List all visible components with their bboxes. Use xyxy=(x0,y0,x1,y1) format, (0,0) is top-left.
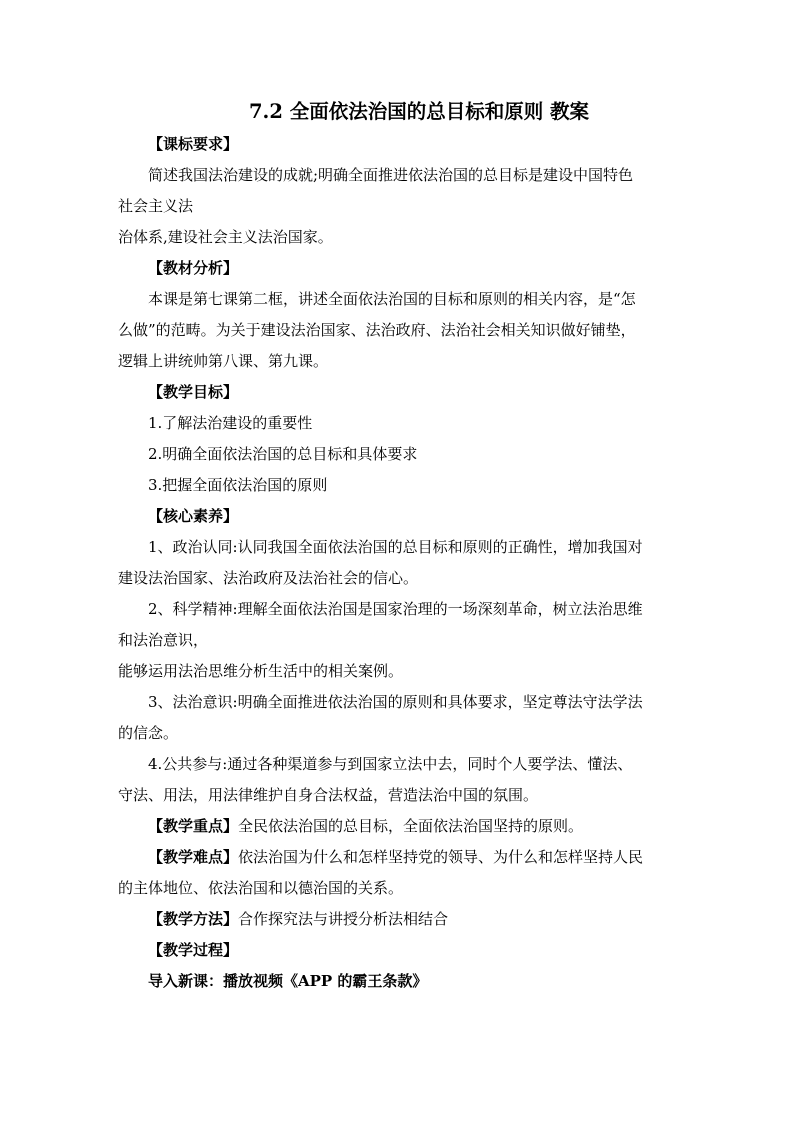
curriculum-heading: 【课标要求】 xyxy=(148,135,239,153)
literacy-item-2-line-2: 和法治意识， xyxy=(118,631,209,649)
key-points-paragraph xyxy=(118,811,680,842)
curriculum-line-3: 治体系,建设社会主义法治国家。 xyxy=(118,228,333,246)
literacy-item-3-line-2: 的信念。 xyxy=(118,724,179,742)
goal-item-2: 2.明确全面依法治国的总目标和具体要求 xyxy=(148,445,418,463)
literacy-item-1-line-2: 建设法治国家、法治政府及法治社会的信心。 xyxy=(118,569,419,587)
methods-paragraph xyxy=(118,904,680,935)
textbook-line-3: 逻辑上讲统帅第八课、第九课。 xyxy=(118,352,329,370)
literacy-item-2-line-1: 2、科学精神:理解全面依法治国是国家治理的一场深刻革命，树立法治思维 xyxy=(148,600,643,618)
page-title: 7.2 全面依法治国的总目标和原则 教案 xyxy=(248,100,589,123)
difficulties-text-1: 依法治国为什么和怎样坚持党的领导、为什么和怎样坚持人民 xyxy=(238,848,644,866)
key-points-label: 【教学重点】 xyxy=(148,817,239,835)
methods-label: 【教学方法】 xyxy=(148,910,239,928)
textbook-line-2: 么做”的范畴。为关于建设法治国家、法治政府、法治社会相关知识做好铺垫， xyxy=(118,321,636,339)
key-points-text: 全民依法治国的总目标，全面依法治国坚持的原则。 xyxy=(238,817,584,835)
goals-heading: 【教学目标】 xyxy=(148,383,239,401)
process-heading: 【教学过程】 xyxy=(148,941,239,959)
difficulties-paragraph xyxy=(118,842,680,873)
literacy-heading: 【核心素养】 xyxy=(148,507,239,525)
process-intro: 导入新课：播放视频《APP 的霸王条款》 xyxy=(148,972,428,990)
literacy-item-1-line-1: 1、政治认同:认同我国全面依法治国的总目标和原则的正确性，增加我国对 xyxy=(148,538,643,556)
literacy-item-4-line-1: 4.公共参与:通过各种渠道参与到国家立法中去，同时个人要学法、懂法、 xyxy=(148,755,633,773)
difficulties-label: 【教学难点】 xyxy=(148,848,239,866)
goal-item-3: 3.把握全面依法治国的原则 xyxy=(148,476,328,494)
curriculum-line-2: 社会主义法 xyxy=(118,197,194,215)
textbook-line-1: 本课是第七课第二框，讲述全面依法治国的目标和原则的相关内容，是“怎 xyxy=(148,290,636,308)
difficulties-line-2: 的主体地位、依法治国和以德治国的关系。 xyxy=(118,879,404,897)
goal-item-1: 1.了解法治建设的重要性 xyxy=(148,414,313,432)
literacy-item-2-line-3: 能够运用法治思维分析生活中的相关案例。 xyxy=(118,662,404,680)
textbook-heading: 【教材分析】 xyxy=(148,259,239,277)
curriculum-line-1: 简述我国法治建设的成就;明确全面推进依法治国的总目标是建设中国特色 xyxy=(148,166,634,184)
document-page xyxy=(118,96,680,997)
literacy-item-3-line-1: 3、法治意识:明确全面推进依法治国的原则和具体要求，坚定尊法守法学法 xyxy=(148,693,643,711)
literacy-item-4-line-2: 守法、用法，用法律维护自身合法权益，营造法治中国的氛围。 xyxy=(118,786,539,804)
methods-text: 合作探究法与讲授分析法相结合 xyxy=(238,910,449,928)
